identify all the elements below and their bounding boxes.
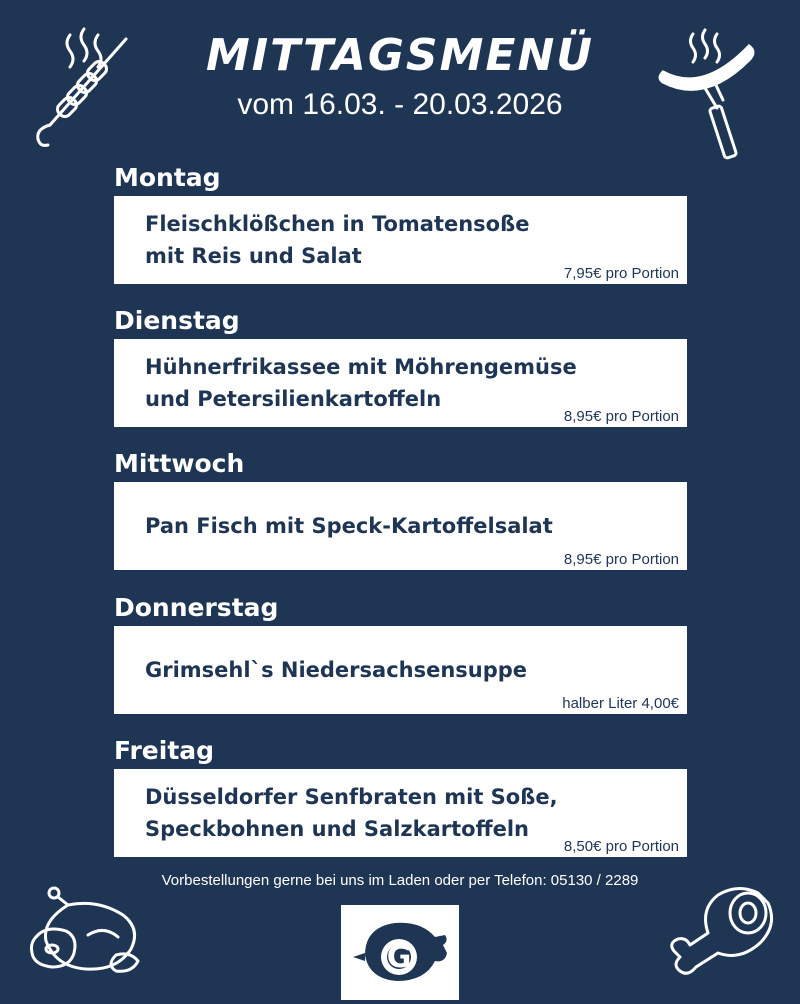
skewer-icon	[28, 25, 138, 150]
poultry-steak-icon	[28, 885, 153, 985]
price-label: 8,95€ pro Portion	[563, 408, 679, 425]
day-label-dienstag: Dienstag	[114, 306, 240, 335]
shop-logo	[341, 905, 459, 1000]
preorder-note: Vorbestellungen gerne bei uns im Laden oder per Telefon: 05130 / 2289	[161, 872, 639, 889]
logo-letter: G	[386, 940, 412, 975]
day-label-mittwoch: Mittwoch	[114, 449, 245, 478]
menu-card-mittwoch	[114, 482, 687, 570]
dish-line: Grimsehl`s Niedersachsensuppe	[145, 658, 528, 682]
dish-line: und Petersilienkartoffeln	[145, 387, 442, 411]
dish-line: Fleischklößchen in Tomatensoße	[145, 212, 530, 236]
day-label-donnerstag: Donnerstag	[114, 593, 279, 622]
dish-line: Speckbohnen und Salzkartoffeln	[145, 817, 529, 841]
day-label-freitag: Freitag	[114, 736, 215, 765]
dish-line: Düsseldorfer Senfbraten mit Soße,	[145, 785, 558, 809]
menu-card-dienstag	[114, 339, 687, 427]
date-range: vom 16.03. - 20.03.2026	[237, 88, 563, 121]
menu-card-freitag	[114, 769, 687, 857]
ham-leg-icon	[668, 883, 778, 983]
page-title: MITTAGSMENÜ	[205, 30, 595, 81]
price-label: halber Liter 4,00€	[562, 695, 679, 712]
sausage-fork-icon	[655, 28, 765, 168]
dish-line: Pan Fisch mit Speck-Kartoffelsalat	[145, 514, 553, 538]
menu-card-montag	[114, 196, 687, 284]
day-label-montag: Montag	[114, 163, 221, 192]
dish-line: Hühnerfrikassee mit Möhrengemüse	[145, 355, 577, 379]
price-label: 8,50€ pro Portion	[563, 838, 679, 855]
pig-logo-icon	[341, 905, 459, 1000]
price-label: 7,95€ pro Portion	[563, 265, 679, 282]
dish-line: mit Reis und Salat	[145, 244, 362, 268]
menu-card-donnerstag	[114, 626, 687, 714]
price-label: 8,95€ pro Portion	[563, 551, 679, 568]
